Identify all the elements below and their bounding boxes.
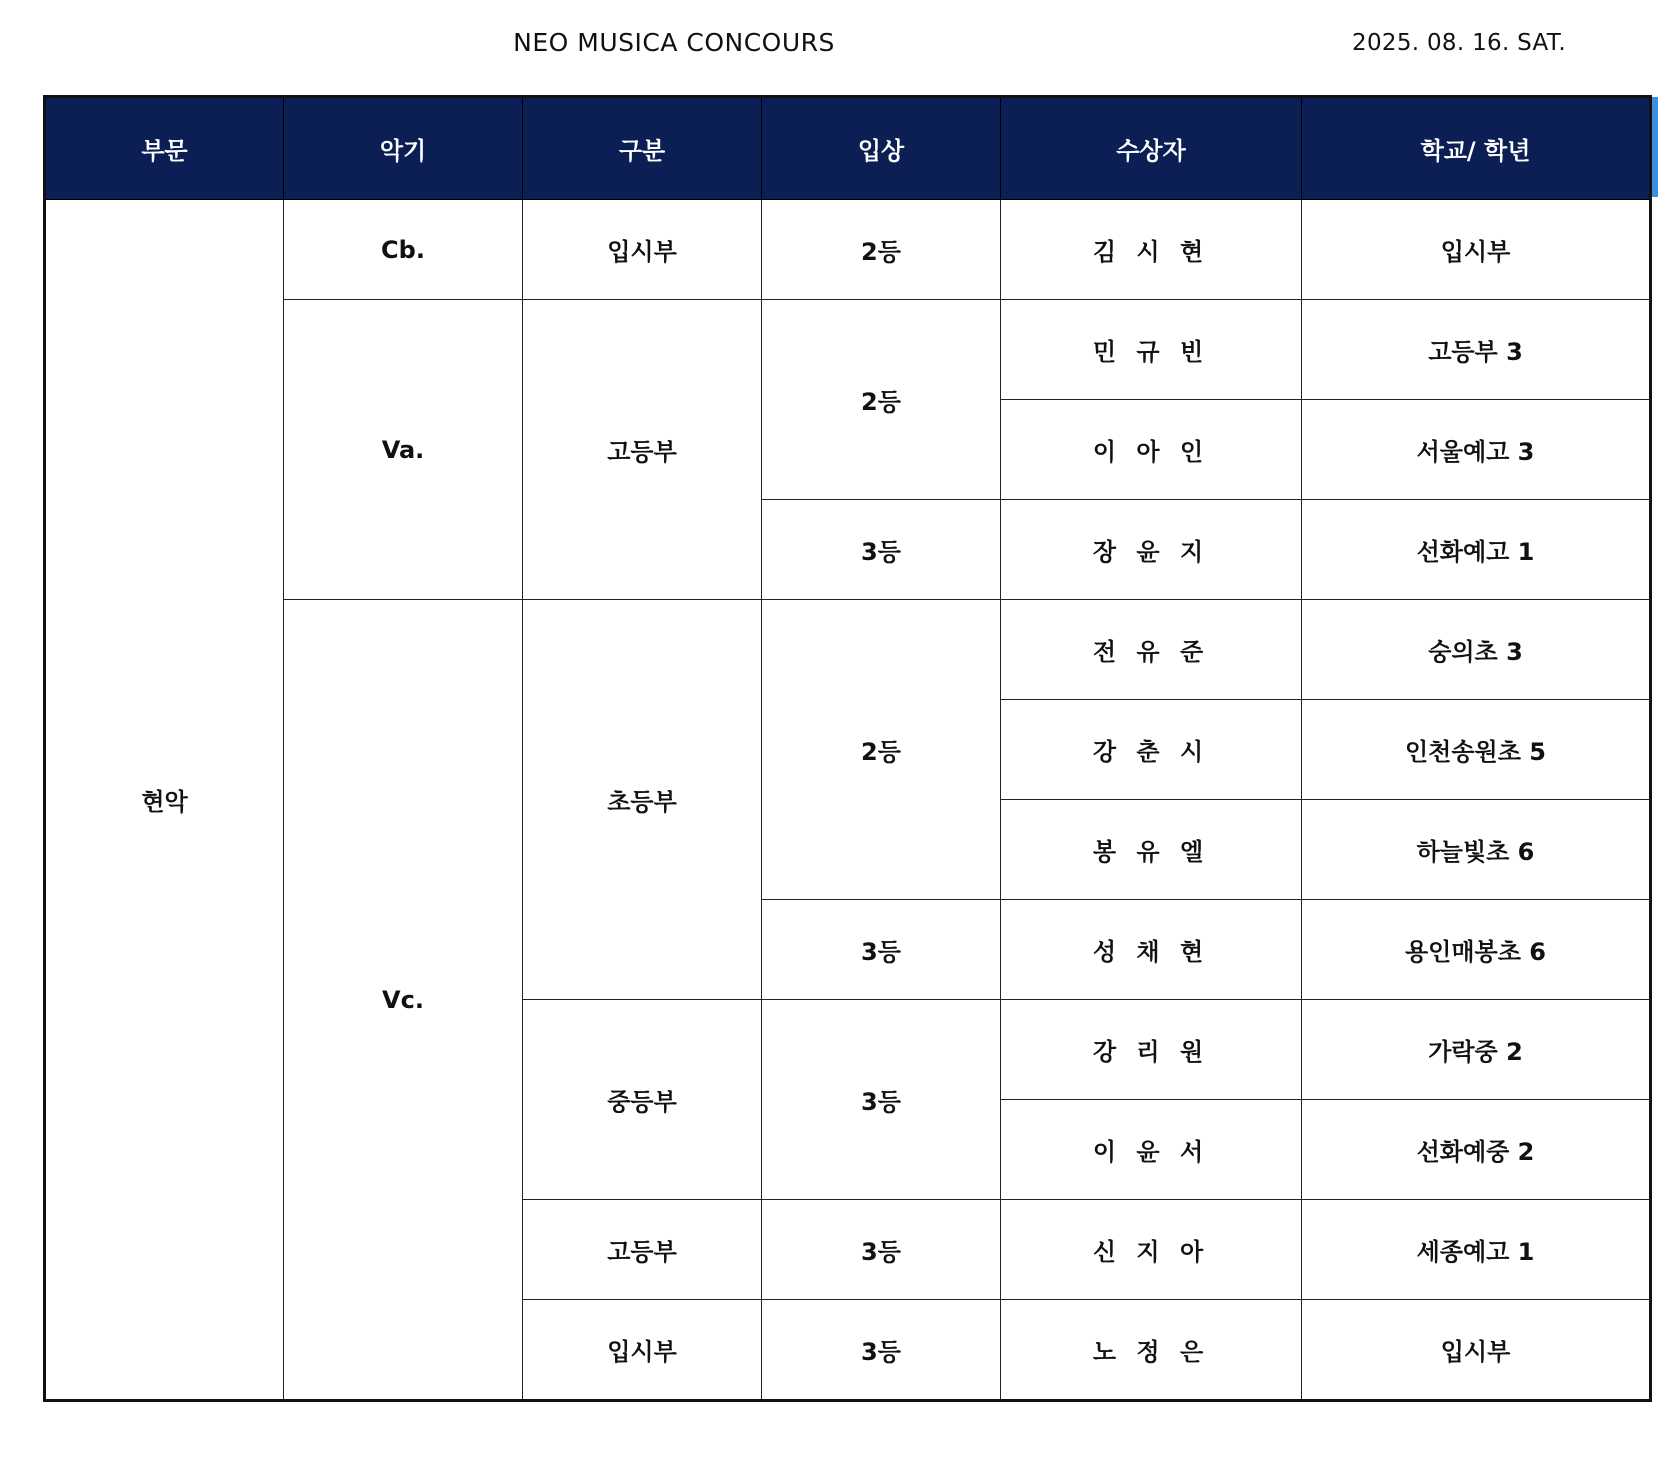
prize-cell: 2등 xyxy=(762,600,1001,900)
prize-cell: 3등 xyxy=(762,1200,1001,1300)
winner-cell: 신 지 아 xyxy=(1001,1200,1302,1300)
school-cell: 선화예중 2 xyxy=(1302,1100,1651,1200)
winner-cell: 장 윤 지 xyxy=(1001,500,1302,600)
school-cell: 서울예고 3 xyxy=(1302,400,1651,500)
instrument-cell: Va. xyxy=(284,300,523,600)
winner-cell: 민 규 빈 xyxy=(1001,300,1302,400)
column-header-school-grade: 학교/ 학년 xyxy=(1302,97,1651,200)
winner-cell: 강 리 원 xyxy=(1001,1000,1302,1100)
school-cell: 용인매봉초 6 xyxy=(1302,900,1651,1000)
school-cell: 가락중 2 xyxy=(1302,1000,1651,1100)
prize-cell: 3등 xyxy=(762,500,1001,600)
table-row xyxy=(45,600,1651,700)
table-row xyxy=(45,200,1651,300)
column-header-prize: 입상 xyxy=(762,97,1001,200)
column-header-winner: 수상자 xyxy=(1001,97,1302,200)
winner-cell: 성 채 현 xyxy=(1001,900,1302,1000)
winner-cell: 봉 유 엘 xyxy=(1001,800,1302,900)
winner-cell: 노 정 은 xyxy=(1001,1300,1302,1401)
school-cell: 고등부 3 xyxy=(1302,300,1651,400)
column-header-category: 구분 xyxy=(523,97,762,200)
prize-cell: 2등 xyxy=(762,200,1001,300)
winner-cell: 강 춘 시 xyxy=(1001,700,1302,800)
category-cell: 초등부 xyxy=(523,600,762,1000)
school-cell: 세종예고 1 xyxy=(1302,1200,1651,1300)
school-cell: 하늘빛초 6 xyxy=(1302,800,1651,900)
winner-cell: 김 시 현 xyxy=(1001,200,1302,300)
table-header-row xyxy=(45,97,1651,200)
school-cell: 입시부 xyxy=(1302,200,1651,300)
column-header-instrument: 악기 xyxy=(284,97,523,200)
school-cell: 입시부 xyxy=(1302,1300,1651,1401)
prize-cell: 3등 xyxy=(762,1000,1001,1200)
prize-cell: 3등 xyxy=(762,1300,1001,1401)
school-cell: 숭의초 3 xyxy=(1302,600,1651,700)
category-cell: 입시부 xyxy=(523,200,762,300)
winner-cell: 이 윤 서 xyxy=(1001,1100,1302,1200)
category-cell: 중등부 xyxy=(523,1000,762,1200)
results-table xyxy=(43,95,1652,1402)
concours-title: NEO MUSICA CONCOURS xyxy=(513,28,835,57)
instrument-cell: Vc. xyxy=(284,600,523,1401)
prize-cell: 2등 xyxy=(762,300,1001,500)
winner-cell: 이 아 인 xyxy=(1001,400,1302,500)
column-header-division: 부문 xyxy=(45,97,284,200)
prize-cell: 3등 xyxy=(762,900,1001,1000)
winner-cell: 전 유 준 xyxy=(1001,600,1302,700)
school-cell: 인천송원초 5 xyxy=(1302,700,1651,800)
table-row xyxy=(45,300,1651,400)
category-cell: 고등부 xyxy=(523,1200,762,1300)
event-date: 2025. 08. 16. SAT. xyxy=(1352,30,1566,56)
category-cell: 고등부 xyxy=(523,300,762,600)
division-cell: 현악 xyxy=(45,200,284,1401)
instrument-cell: Cb. xyxy=(284,200,523,300)
school-cell: 선화예고 1 xyxy=(1302,500,1651,600)
category-cell: 입시부 xyxy=(523,1300,762,1401)
